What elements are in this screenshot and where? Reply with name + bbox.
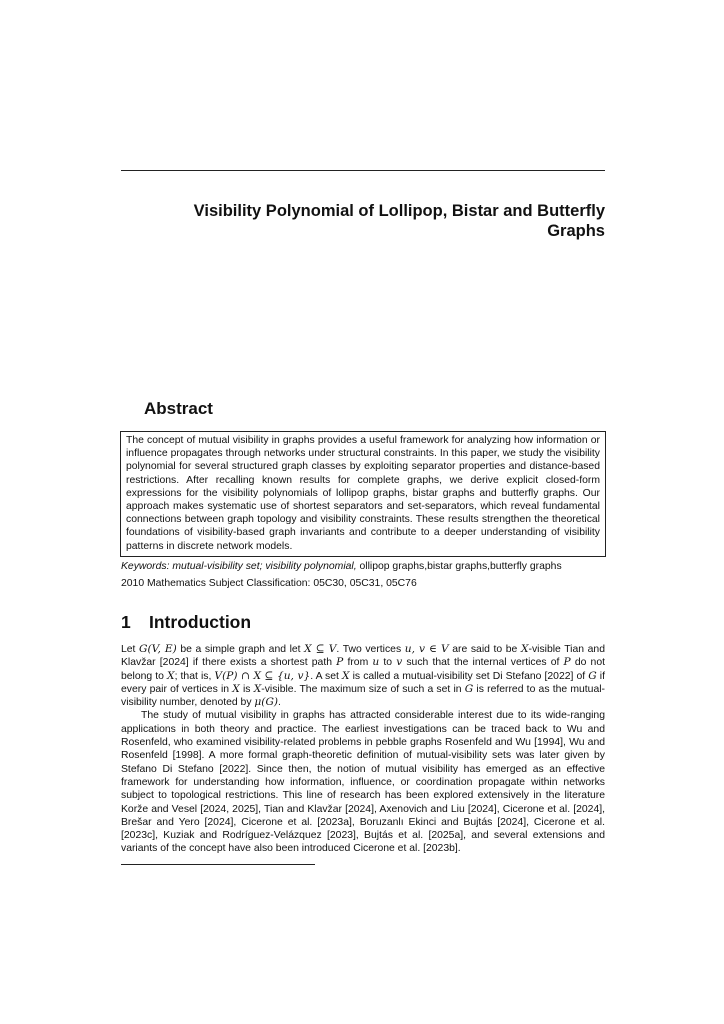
math-inline: X: [167, 669, 175, 682]
text-run: . Two vertices: [336, 644, 405, 655]
text-run: are said to be: [448, 644, 521, 655]
math-inline: X: [341, 669, 350, 682]
footnote-rule: [121, 864, 315, 865]
header-rule: [121, 170, 605, 171]
math-inline: G: [588, 669, 597, 682]
text-run: do not belong to: [121, 657, 605, 682]
math-inline: X ⊆ V: [304, 643, 337, 655]
keywords-line: [121, 560, 605, 574]
introduction-body: [121, 643, 605, 856]
text-run: is: [239, 683, 254, 695]
title-line-2: Graphs: [547, 222, 605, 240]
text-run: such that the internal vertices of: [402, 657, 564, 669]
math-inline: G: [464, 682, 474, 695]
keywords-values: ollipop graphs,bistar graphs,butterfly graphs: [356, 561, 562, 572]
math-inline: P: [563, 656, 571, 669]
math-inline: u: [372, 656, 380, 669]
math-inline: μ(G): [254, 696, 279, 709]
abstract-text: The concept of mutual visibility in graphs provides a useful framework for analyzing how information or influence propagates through networks under structural constraints. In this paper, we study the visibility polynomial for several structured graph classes by exploiting separator properties and distance-based restrictions. After recalling known results for complete graphs, we derive explicit closed-form expressions for the visibility polynomials of lollipop graphs, bistar graphs and butterfly graphs. Our approach makes systematic use of shortest separators and set-separators, which reveal fundamental connections between graph topology and visibility constraints. These results strengthen the theoretical foundations of visibility-based graph invariants and contribute to a deeper understanding of visibility patterns in discrete network models.: [120, 431, 606, 557]
math-inline: P: [336, 656, 344, 669]
text-run: Let: [121, 644, 140, 655]
math-inline: v: [396, 656, 403, 669]
section-title: Introduction: [149, 612, 252, 632]
text-run: is referred to as the mutual-visibility number, denoted by: [121, 683, 605, 709]
text-run: to: [379, 657, 397, 669]
text-run: if every pair of vertices in: [121, 670, 605, 695]
text-run: is called a mutual-visibility set Di Stefano [2022] of: [349, 670, 589, 682]
msc-classification: 2010 Mathematics Subject Classification: 05C30, 05C31, 05C76: [121, 578, 417, 589]
math-inline: G(V, E): [139, 643, 177, 655]
text-run: -visible Tian and Klavžar [2024] if there exists a shortest path: [121, 644, 605, 669]
paper-title: [121, 201, 605, 241]
title-line-1: Visibility Polynomial of Lollipop, Bistar and Butterfly: [193, 202, 605, 220]
paragraph-1: [121, 643, 605, 709]
math-inline: X: [232, 682, 240, 695]
text-run: be a simple graph and let: [176, 644, 305, 655]
text-run: ; that is,: [174, 670, 215, 682]
math-inline: u, v ∈ V: [404, 643, 449, 655]
math-inline: V(P) ∩ X ⊆ {u, v}: [214, 669, 311, 682]
math-inline: X: [253, 682, 262, 695]
section-heading-introduction: [121, 612, 251, 633]
text-run: . A set: [310, 670, 342, 682]
text-run: from: [343, 657, 373, 669]
keywords-label: Keywords: mutual-visibility set; visibility polynomial,: [121, 561, 357, 572]
text-run: .: [278, 697, 281, 709]
abstract-heading: Abstract: [144, 399, 213, 418]
paragraph-2: The study of mutual visibility in graphs has attracted considerable interest due to its wide-ranging applications in both theory and practice. The earliest investigations can be traced back to Wu and Rosenfeld, who examined visibility-related problems in pebble graphs Rosenfeld and Wu [1994], Wu and Rosenfeld [1998]. A more formal graph-theoretic definition of mutual-visibility sets was later given by Stefano Di Stefano [2022]. Since then, the notion of mutual visibility has emerged as an effective framework for understanding how information, influence, or coordination propagate within networks subject to topological restrictions. This line of research has been explored extensively in the literature Korže and Vesel [2024, 2025], Tian and Klavžar [2024], Axenovich and Liu [2024], Cicerone et al. [2024], Brešar and Yero [2024], Cicerone et al. [2023a], Boruzanlı Ekinci and Bujtás [2024], Cicerone et al. [2023c], Kuziak and Rodríguez-Velázquez [2023], Bujtás et al. [2025a], and several extensions and variants of the concept have also been introduced Cicerone et al. [2023b].: [121, 710, 605, 855]
text-run: -visible. The maximum size of such a set in: [261, 683, 465, 695]
math-inline: X: [520, 643, 529, 655]
section-number: 1: [121, 612, 131, 632]
